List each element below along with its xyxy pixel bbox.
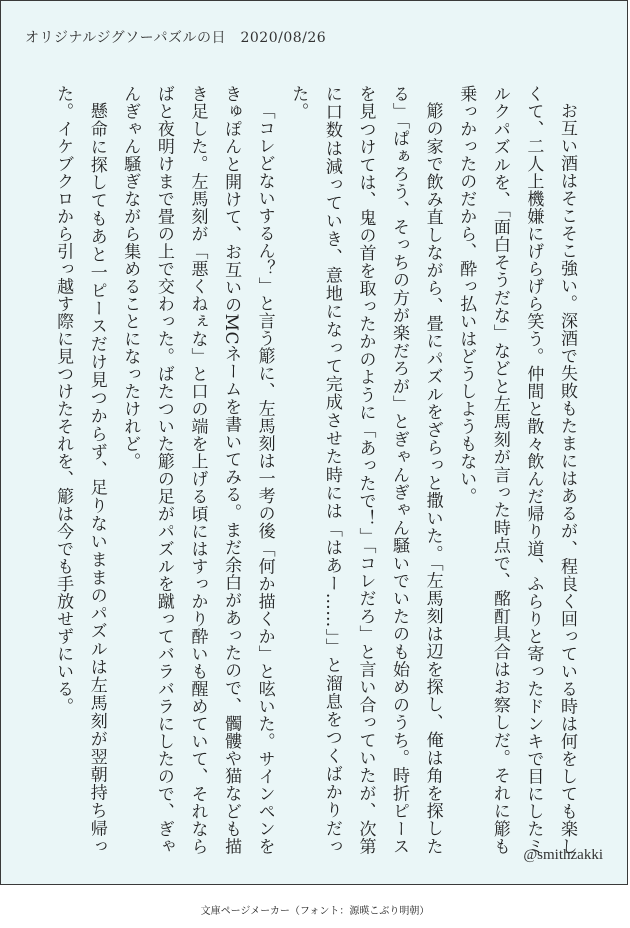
story-body — [46, 85, 584, 855]
header-title: オリジナルジグソーパズルの日 2020/08/26 — [25, 30, 327, 46]
story-paragraph: 懸命に探してもあと一ピースだけ見つからず、足りないままのパズルは左馬刻が翌朝持ち帰った。イケブクロから引っ越す際に見つけたそれを、簓は今でも手放せずにいる。 — [53, 85, 107, 855]
story-paragraph: 簓の家で飲み直しながら、畳にパズルをざらっと撒いた。「左馬刻は辺を探し、俺は角を探したる」「ぱぁろう、そっちの方が楽だろが」とぎゃんぎゃん騒いでいたのも始めのうち。時折ピースを見つけては、鬼の首を取ったかのように「あったで！」「コレだろ」と言い合っていたが、次第に口数は減っていき、意地になって完成させた時には「はあー……」」と溜息をつくばかりだった。 — [288, 85, 443, 856]
story-paragraph: お互い酒はそこそこ強い。深酒で失敗もたまにはあるが、程良く回っている時は何をしても楽しくて、二人上機嫌にげらげら笑う。仲間と散々飲んだ帰り道、ふらりと寄ったドンキで目にしたミルクパズルを、「面白そうだな」などと左馬刻が言った時点で、酩酊具合はお察しだ。それに簓も乗っかったのだから、酔っ払いはどうしようもない。 — [456, 85, 577, 855]
footer-credit: 文庫ページメーカー（フォント：源暎こぶり明朝） — [200, 906, 430, 917]
story-paragraph: 「コレどないするん？」と言う簓に、左馬刻は一考の後「何か描くか」と呟いた。サインペンをきゅぽんと開けて、お互いのMCネームを書いてみる。まだ余白があったので、髑髏や猫なども描き足した。左馬刻が「悪くねぇな」と口の端を上げる頃にはすっかり酔いも醒めていて、それならばと夜明けまで畳の上で交わった。ばたついた簓の足がパズルを蹴ってバラバラにしたので、ぎゃんぎゃん騒ぎながら集めることになったけれど。 — [120, 85, 275, 855]
author-handle: @smithzakki — [523, 847, 603, 863]
